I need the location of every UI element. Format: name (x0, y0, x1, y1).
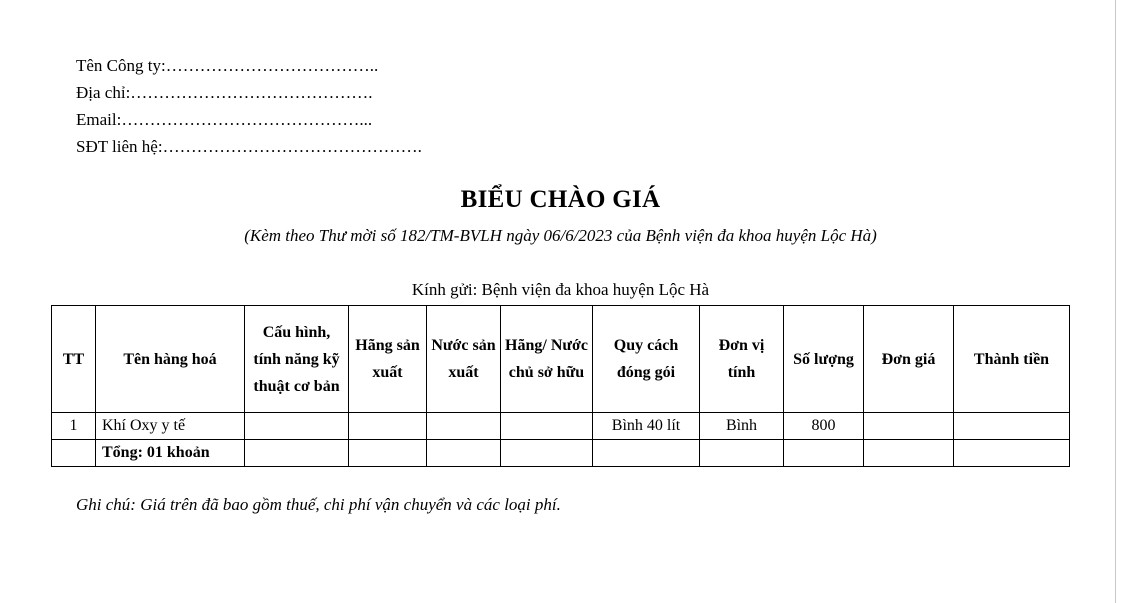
cell-country (427, 413, 501, 440)
cell-empty (501, 440, 593, 467)
header-tt: TT (52, 306, 96, 413)
company-info (76, 52, 422, 160)
cell-tt: 1 (52, 413, 96, 440)
cell-owner (501, 413, 593, 440)
cell-amount (954, 413, 1070, 440)
header-specs: Cấu hình, tính năng kỹ thuật cơ bản (245, 306, 349, 413)
cell-specs (245, 413, 349, 440)
header-amount: Thành tiền (954, 306, 1070, 413)
email-line: Email:……………………………………... (76, 110, 373, 129)
cell-packaging: Bình 40 lít (593, 413, 700, 440)
cell-empty (954, 440, 1070, 467)
document-subtitle: (Kèm theo Thư mời số 182/TM-BVLH ngày 06/6/2023 của Bệnh viện đa khoa huyện Lộc Hà) (244, 226, 877, 245)
cell-empty (593, 440, 700, 467)
cell-empty (427, 440, 501, 467)
cell-manufacturer (349, 413, 427, 440)
cell-empty (864, 440, 954, 467)
table-header-row (52, 306, 1070, 413)
cell-unit: Bình (700, 413, 784, 440)
table-row (52, 413, 1070, 440)
footnote: Ghi chú: Giá trên đã bao gồm thuế, chi phí vận chuyển và các loại phí. (76, 495, 561, 514)
header-item-name: Tên hàng hoá (96, 306, 245, 413)
header-unit: Đơn vị tính (700, 306, 784, 413)
company-name-line: Tên Công ty:……………………………….. (76, 56, 379, 75)
cell-unit-price (864, 413, 954, 440)
cell-quantity: 800 (784, 413, 864, 440)
cell-empty (784, 440, 864, 467)
header-owner: Hãng/ Nước chủ sở hữu (501, 306, 593, 413)
page-edge (1115, 0, 1116, 603)
header-unit-price: Đơn giá (864, 306, 954, 413)
cell-empty (700, 440, 784, 467)
cell-empty (245, 440, 349, 467)
quote-table (51, 305, 1070, 467)
header-packaging: Quy cách đóng gói (593, 306, 700, 413)
address-line: Địa chỉ:……………………………………. (76, 83, 373, 102)
header-quantity: Số lượng (784, 306, 864, 413)
document-title: BIỂU CHÀO GIÁ (460, 186, 661, 213)
cell-empty (52, 440, 96, 467)
total-label: Tổng: 01 khoản (96, 440, 245, 467)
header-country: Nước sản xuất (427, 306, 501, 413)
header-manufacturer: Hãng sản xuất (349, 306, 427, 413)
total-row (52, 440, 1070, 467)
cell-empty (349, 440, 427, 467)
recipient-line: Kính gửi: Bệnh viện đa khoa huyện Lộc Hà (411, 280, 710, 299)
phone-line: SĐT liên hệ:………………………………………. (76, 137, 422, 156)
cell-item-name: Khí Oxy y tế (96, 413, 245, 440)
